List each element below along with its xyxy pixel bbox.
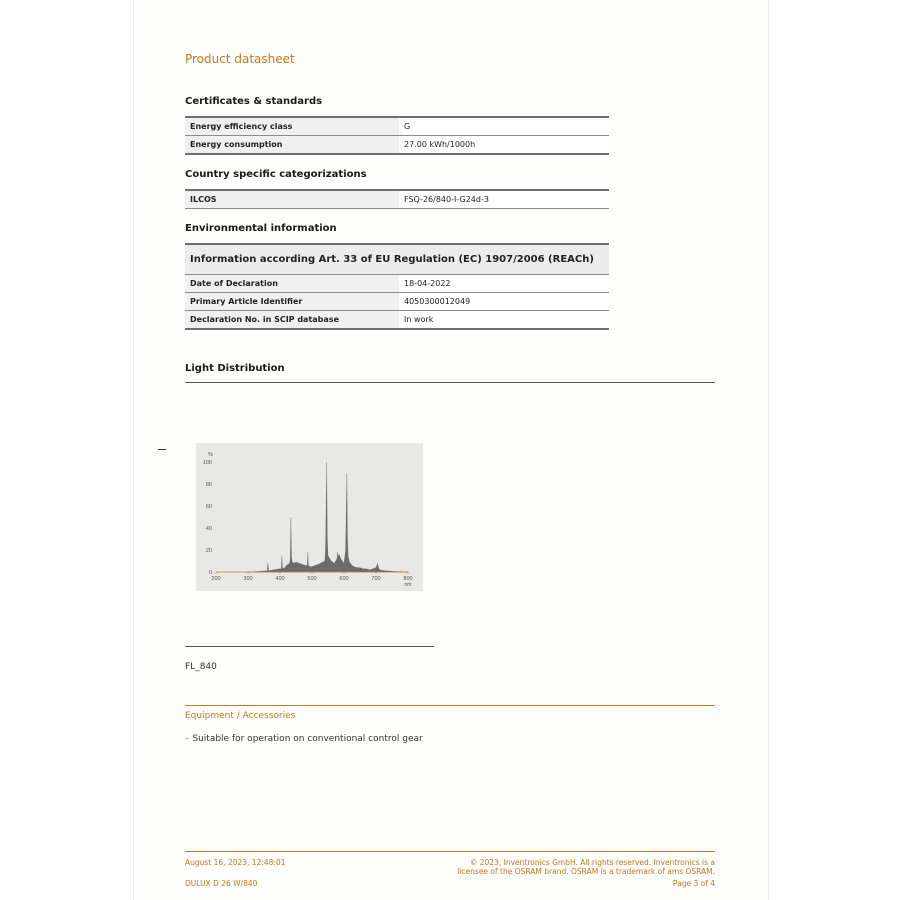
- y-tick-label: 0: [208, 570, 212, 576]
- certificates-table: [185, 116, 609, 155]
- table-row: [185, 293, 609, 311]
- footer-copyright: [457, 858, 715, 876]
- country-heading: Country specific categorizations: [185, 169, 367, 180]
- energy-consumption-value: 27.00 kWh/1000h: [399, 136, 609, 155]
- x-tick-label: 700: [371, 576, 381, 582]
- ilcos-label: ILCOS: [185, 190, 399, 209]
- y-tick-label: 40: [205, 526, 212, 532]
- table-header-row: [185, 244, 609, 275]
- footer-product: DULUX D 26 W/840: [185, 879, 258, 888]
- declaration-date-value: 18-04-2022: [399, 275, 609, 293]
- x-tick-label: 600: [339, 576, 349, 582]
- scip-number-value: In work: [399, 311, 609, 330]
- footer-page-number: Page 3 of 4: [672, 879, 715, 888]
- table-row: [185, 275, 609, 293]
- energy-consumption-label: Energy consumption: [185, 136, 399, 155]
- country-table: [185, 189, 609, 209]
- x-tick-label: 300: [243, 576, 253, 582]
- spectral-chart-svg: [196, 443, 423, 591]
- reach-table-title: Information according Art. 33 of EU Regulation (EC) 1907/2006 (REACh): [185, 244, 609, 275]
- x-tick-label: 200: [211, 576, 221, 582]
- list-item: [185, 734, 423, 744]
- footer-copyright-line2: licensee of the OSRAM brand. OSRAM is a trademark of ams OSRAM.: [457, 867, 715, 876]
- x-tick-label: 800: [403, 576, 413, 582]
- article-identifier-value: 4050300012049: [399, 293, 609, 311]
- section-divider: [185, 382, 715, 383]
- spectrum-area: [248, 462, 408, 572]
- article-identifier-label: Primary Article Identifier: [185, 293, 399, 311]
- energy-class-value: G: [399, 117, 609, 136]
- reach-table: [185, 243, 609, 330]
- y-tick-label: 20: [205, 548, 212, 554]
- footer-divider: [185, 851, 715, 852]
- footer-copyright-line1: © 2023, Inventronics GmbH. All rights reserved. Inventronics is a: [469, 858, 715, 867]
- energy-class-label: Energy efficiency class: [185, 117, 399, 136]
- bullet-dash: –: [185, 734, 190, 744]
- page-title: Product datasheet: [185, 52, 295, 66]
- environment-heading: Environmental information: [185, 223, 337, 234]
- equipment-item-text: Suitable for operation on conventional control gear: [192, 734, 423, 744]
- y-axis-label: %: [208, 452, 213, 458]
- certificates-heading: Certificates & standards: [185, 96, 323, 107]
- ilcos-value: FSQ-26/840-I-G24d-3: [399, 190, 609, 209]
- light-distribution-heading: Light Distribution: [185, 363, 285, 374]
- equipment-divider: [185, 705, 715, 706]
- y-tick-label: 100: [202, 460, 212, 466]
- footer-date: August 16, 2023, 12:48:01: [185, 858, 286, 867]
- y-tick-label: 80: [205, 482, 212, 488]
- marker-dash: [158, 449, 166, 450]
- table-row: [185, 117, 609, 136]
- x-tick-label: 500: [307, 576, 317, 582]
- chart-caption: FL_840: [185, 662, 217, 672]
- table-row: [185, 311, 609, 330]
- spectral-chart: [196, 443, 423, 591]
- table-row: [185, 136, 609, 155]
- x-axis-label: nm: [404, 582, 412, 588]
- table-row: [185, 190, 609, 209]
- declaration-date-label: Date of Declaration: [185, 275, 399, 293]
- equipment-heading: Equipment / Accessories: [185, 711, 296, 721]
- scip-number-label: Declaration No. in SCIP database: [185, 311, 399, 330]
- y-tick-label: 60: [205, 504, 212, 510]
- chart-underline: [185, 646, 434, 647]
- x-tick-label: 400: [275, 576, 285, 582]
